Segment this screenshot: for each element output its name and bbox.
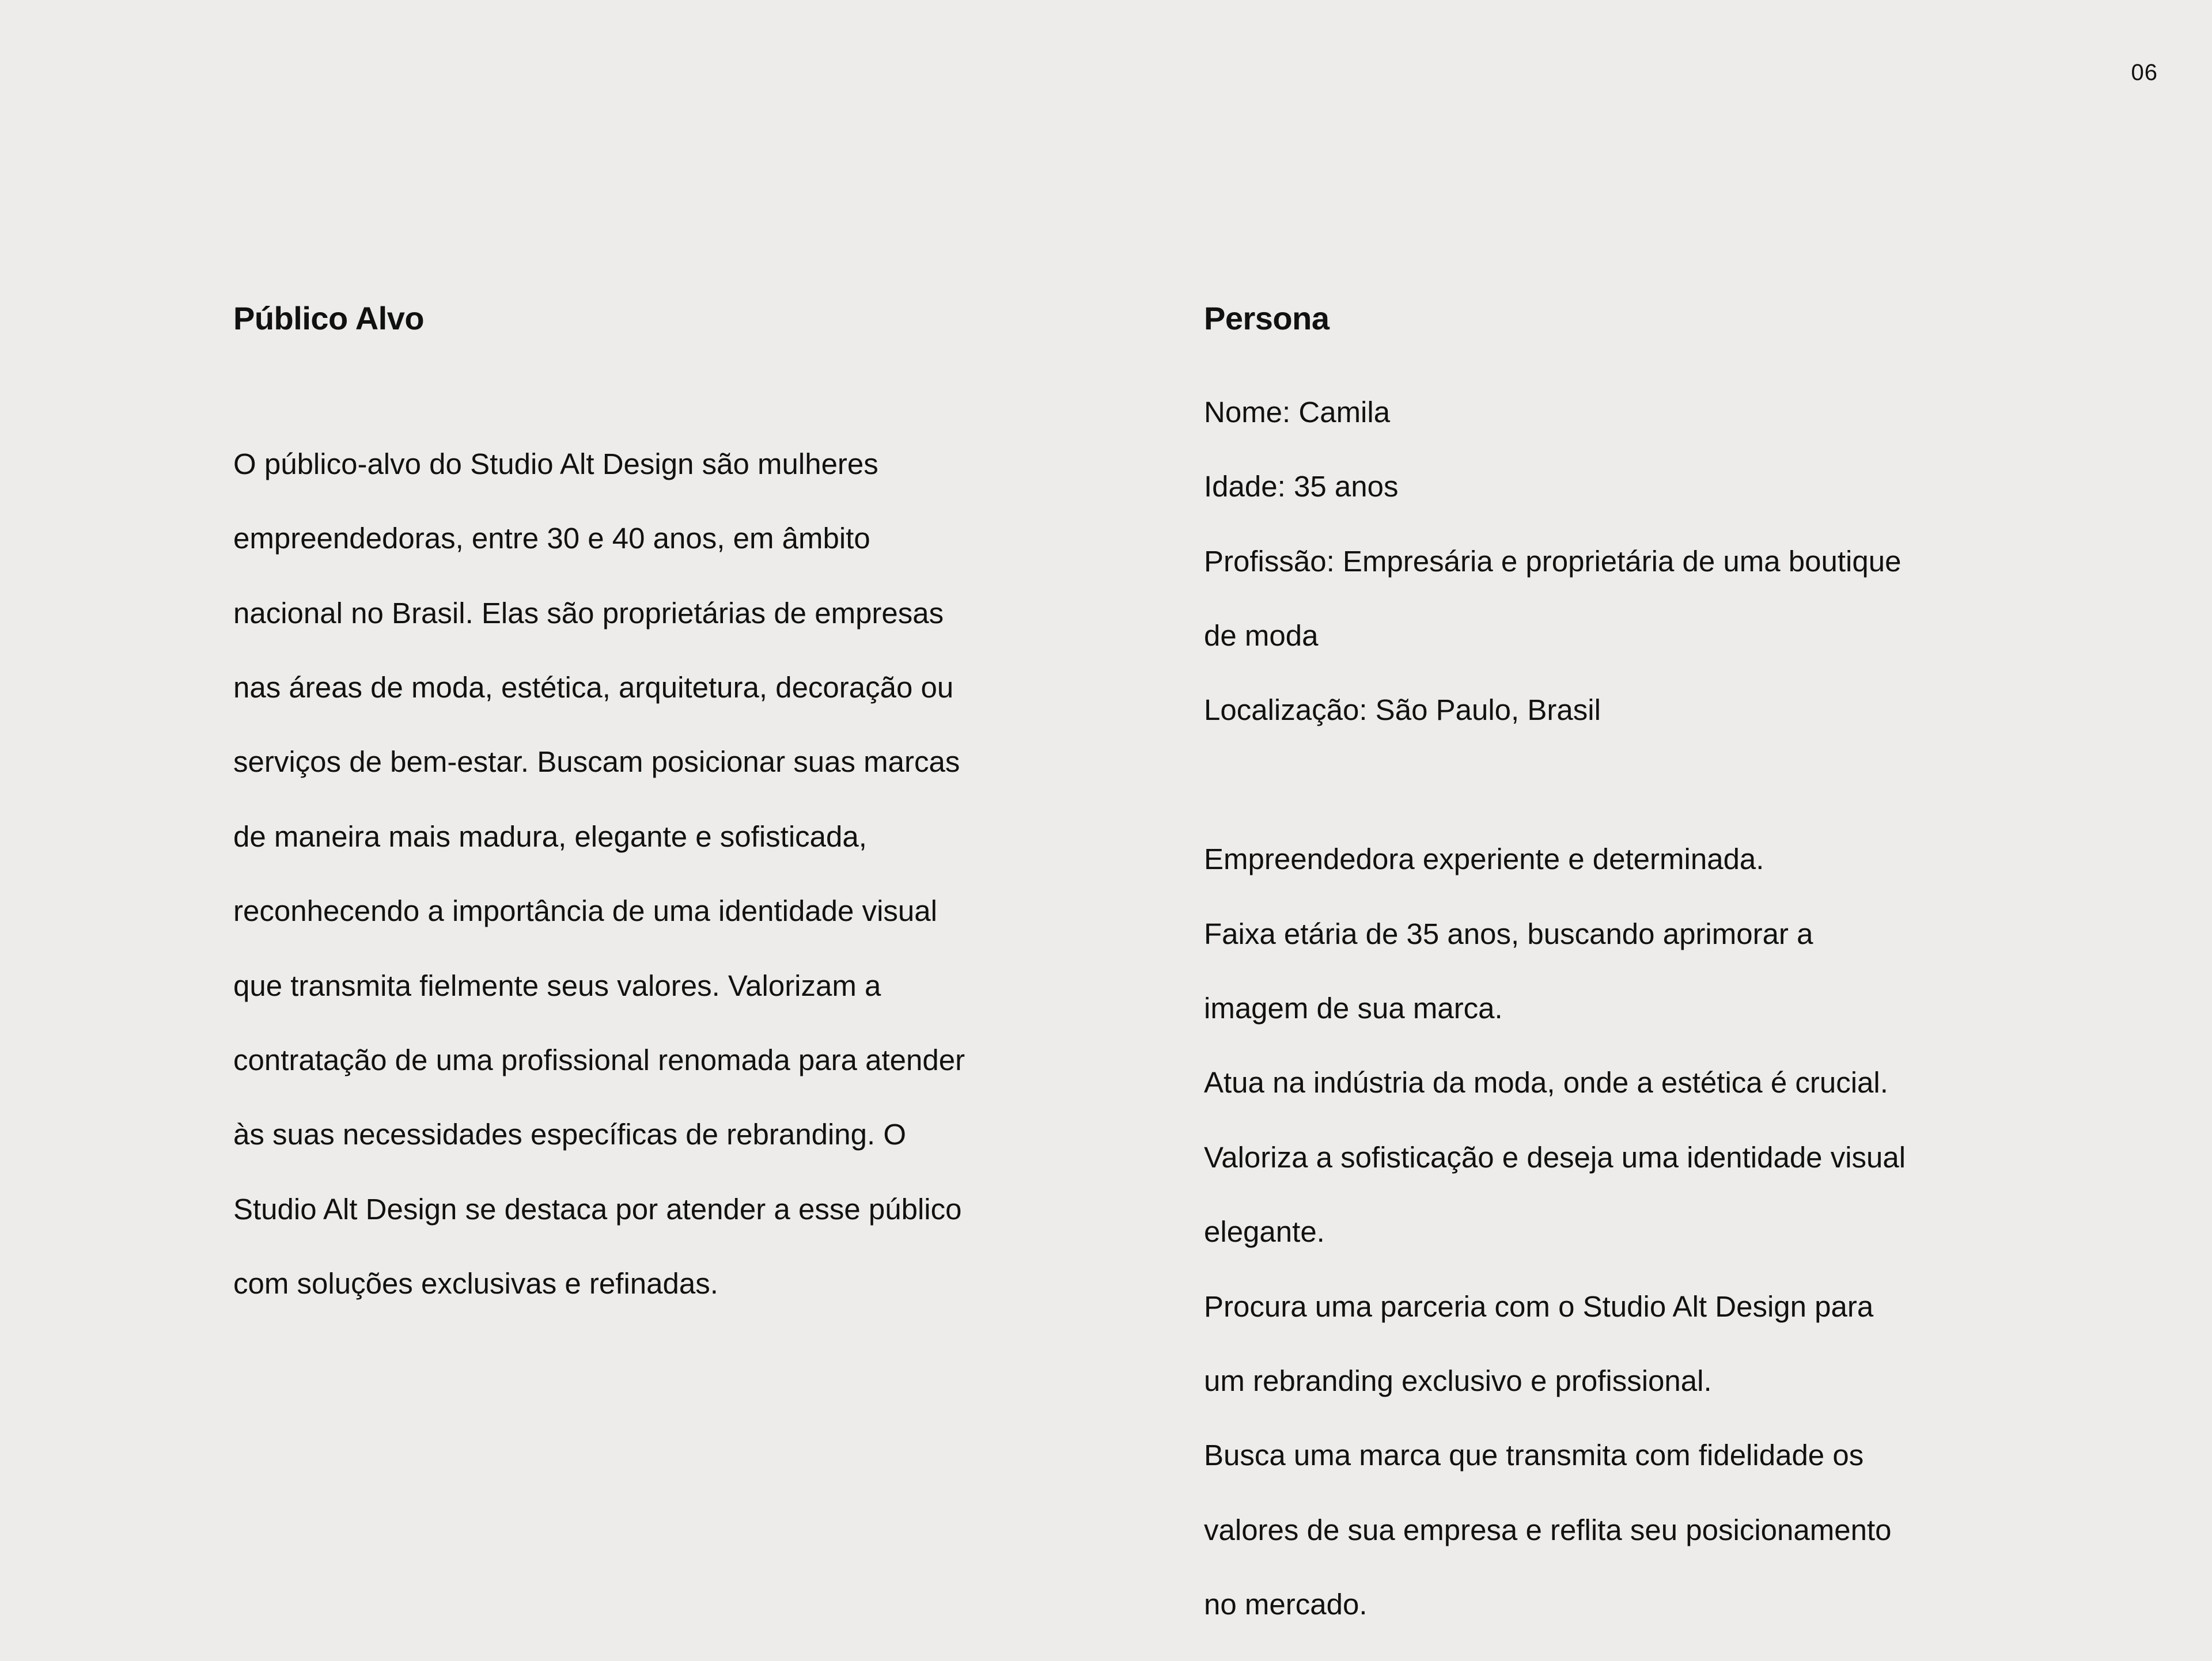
persona-trait-line: Faixa etária de 35 anos, buscando aprimorar a <box>1204 917 1813 950</box>
persona-trait-line: no mercado. <box>1204 1588 1368 1621</box>
persona-details <box>1204 357 1999 767</box>
publico-alvo-line: nas áreas de moda, estética, arquitetura, decoração ou <box>233 670 954 704</box>
publico-alvo-line: com soluções exclusivas e refinadas. <box>233 1267 718 1300</box>
persona-trait-line: imagem de sua marca. <box>1204 991 1503 1025</box>
publico-alvo-line: serviços de bem-estar. Buscam posicionar suas marcas <box>233 745 960 779</box>
persona-traits <box>1204 803 1999 1660</box>
persona-heading: Persona <box>1204 300 1330 336</box>
publico-alvo-line: nacional no Brasil. Elas são proprietárias de empresas <box>233 596 944 629</box>
persona-trait-line: Valoriza a sofisticação e deseja uma identidade visual <box>1204 1140 1906 1174</box>
persona-detail-line: Nome: Camila <box>1204 395 1391 428</box>
publico-alvo-line: O público-alvo do Studio Alt Design são mulheres <box>233 447 878 480</box>
persona-detail-line: Idade: 35 anos <box>1204 470 1399 503</box>
page-number: 06 <box>2131 60 2158 85</box>
persona-trait-line: Procura uma parceria com o Studio Alt Design para <box>1204 1290 1874 1323</box>
publico-alvo-line: de maneira mais madura, elegante e sofisticada, <box>233 820 867 853</box>
publico-alvo-paragraph <box>233 408 1051 1340</box>
persona-detail-line: de moda <box>1204 619 1319 652</box>
publico-alvo-line: empreendedoras, entre 30 e 40 anos, em âmbito <box>233 522 870 555</box>
persona-trait-line: Busca uma marca que transmita com fidelidade os <box>1204 1439 1864 1472</box>
persona-trait-line: Empreendedora experiente e determinada. <box>1204 843 1764 876</box>
persona-trait-line: elegante. <box>1204 1215 1325 1249</box>
persona-trait-line: valores de sua empresa e reflita seu posicionamento <box>1204 1513 1892 1546</box>
publico-alvo-section <box>233 297 1051 1340</box>
publico-alvo-heading: Público Alvo <box>233 300 425 336</box>
publico-alvo-line: contratação de uma profissional renomada para atender <box>233 1043 965 1076</box>
publico-alvo-line: reconhecendo a importância de uma identidade visual <box>233 894 937 928</box>
persona-detail-line: Localização: São Paulo, Brasil <box>1204 693 1601 727</box>
publico-alvo-line: Studio Alt Design se destaca por atender a esse público <box>233 1192 962 1226</box>
persona-trait-line: um rebranding exclusivo e profissional. <box>1204 1364 1712 1397</box>
persona-section <box>1204 297 1999 1661</box>
persona-detail-line: Profissão: Empresária e proprietária de uma boutique <box>1204 544 1902 578</box>
publico-alvo-line: às suas necessidades específicas de rebranding. O <box>233 1118 907 1151</box>
persona-trait-line: Atua na indústria da moda, onde a estética é crucial. <box>1204 1066 1888 1099</box>
publico-alvo-line: que transmita fielmente seus valores. Valorizam a <box>233 969 881 1002</box>
